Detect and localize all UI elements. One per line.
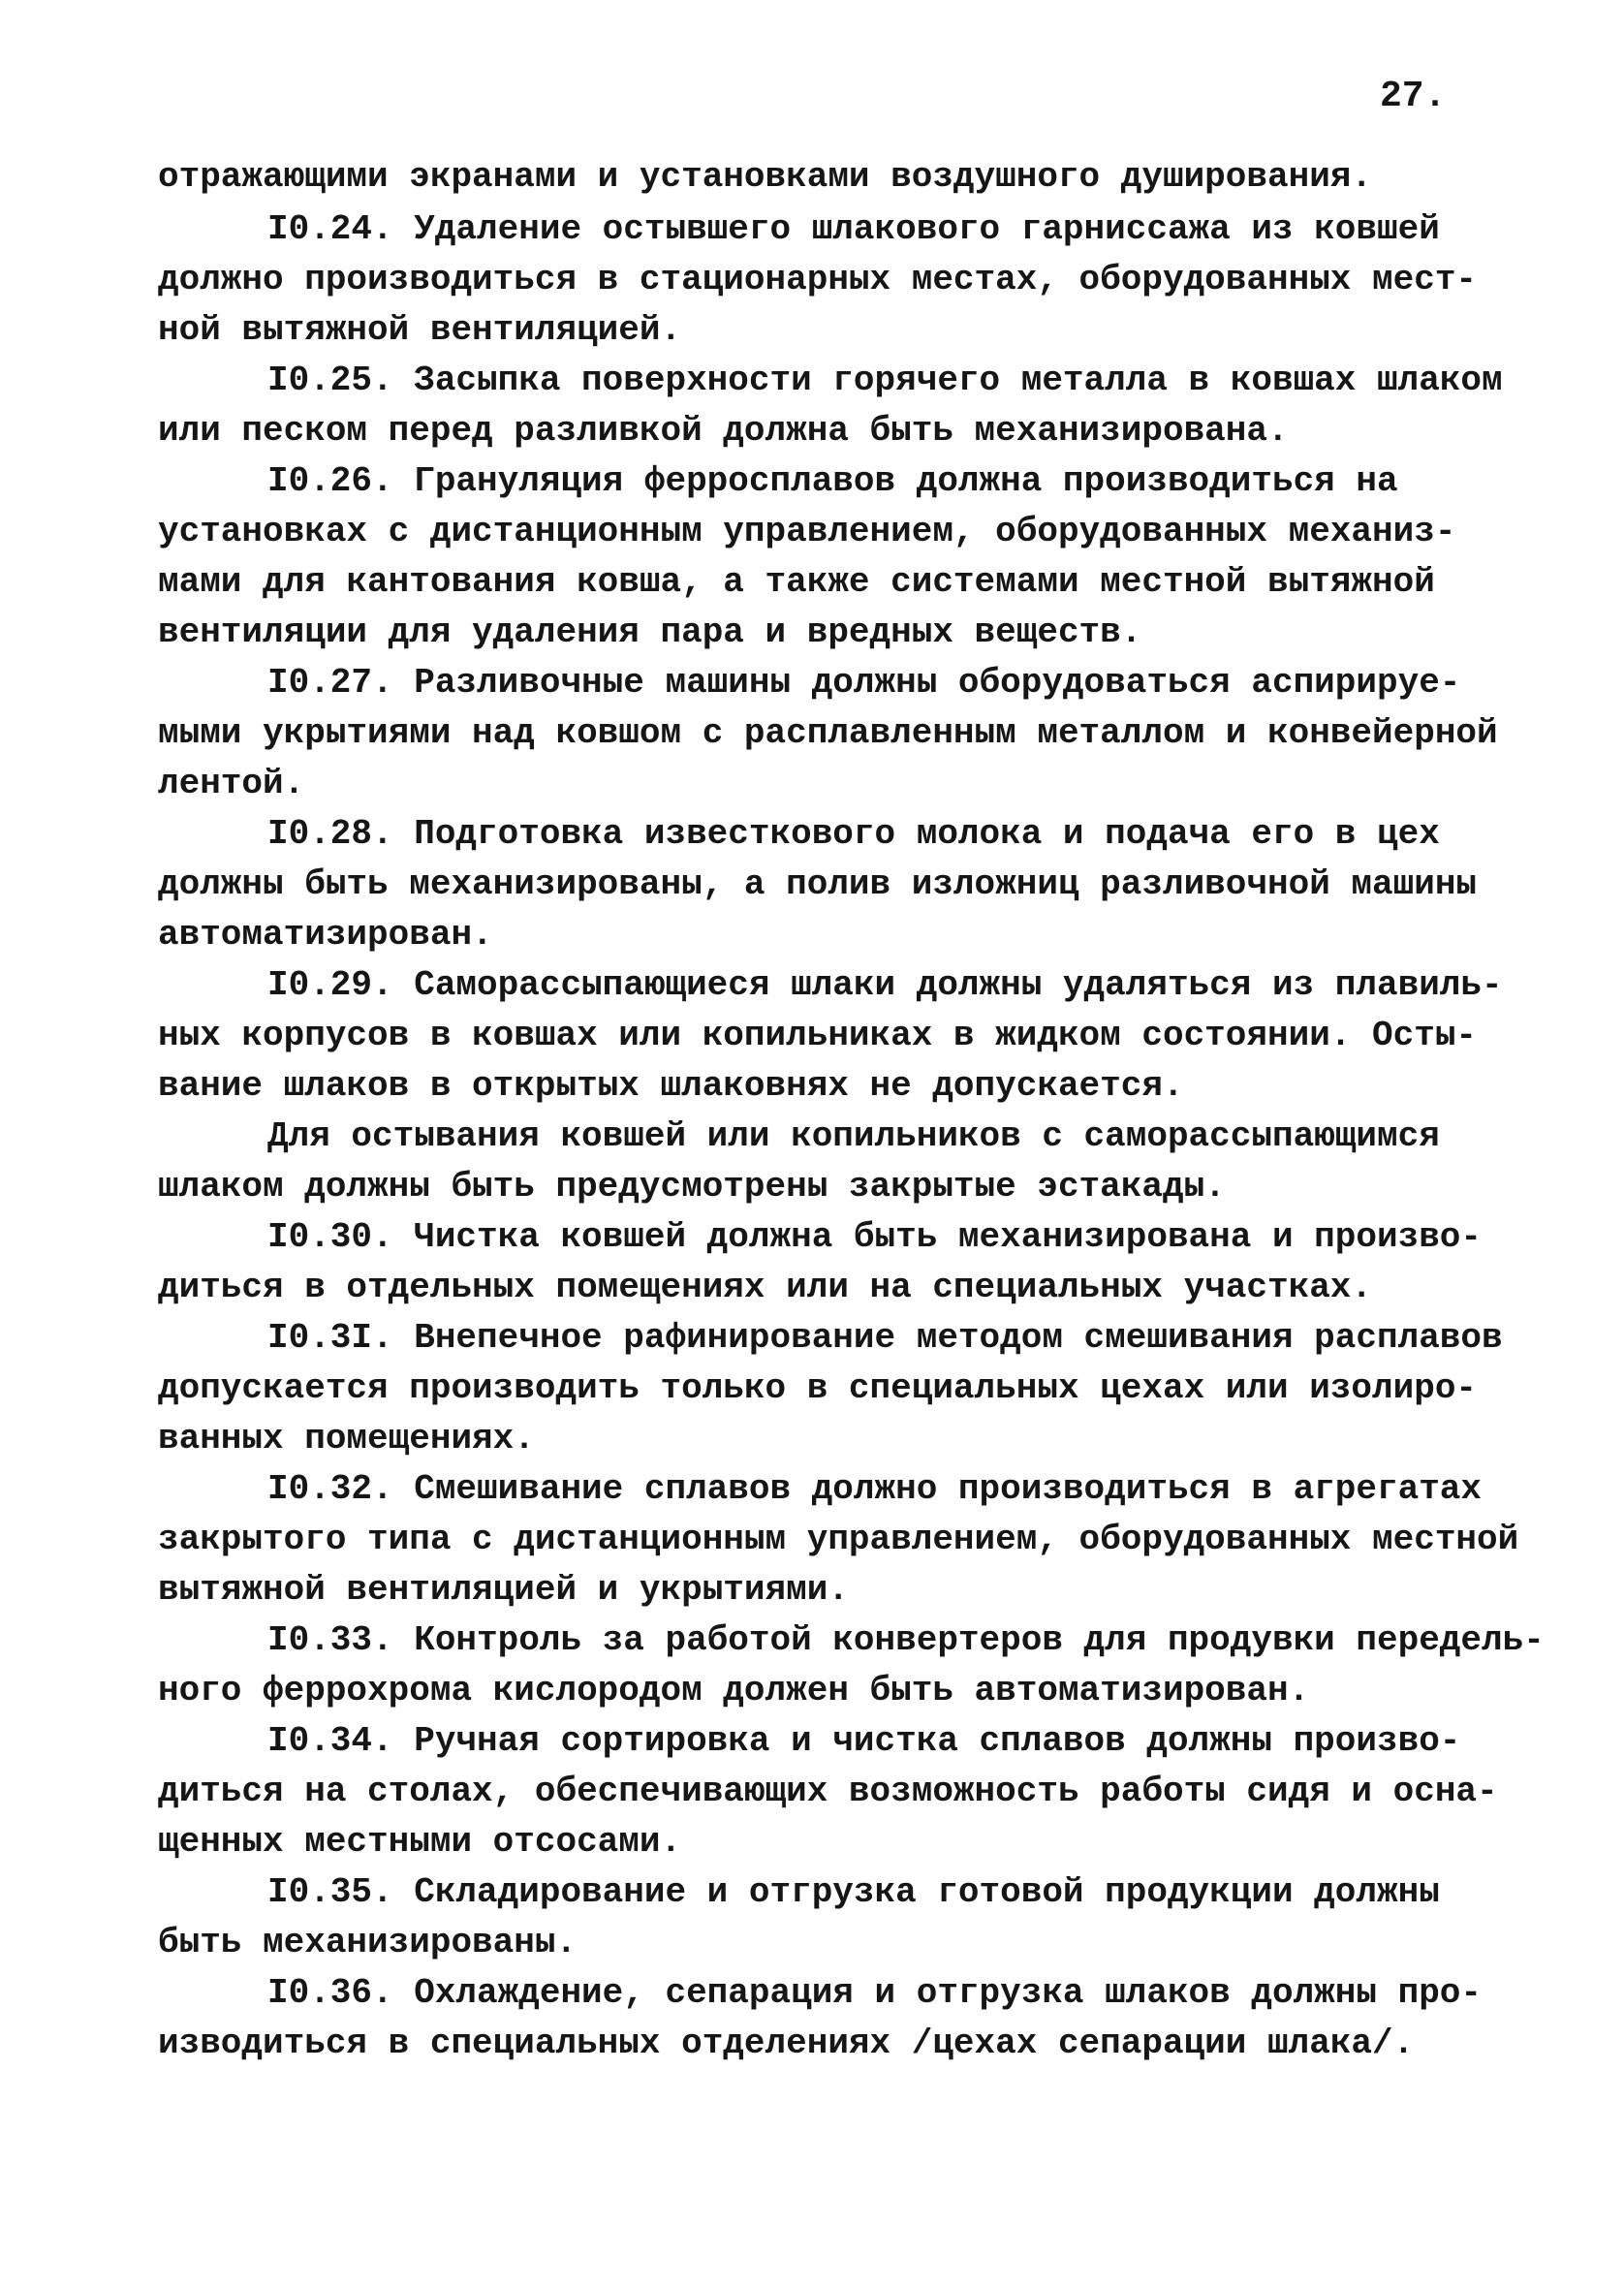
text-line: I0.34. Ручная сортировка и чистка сплавов должны произво- [267,1721,1461,1761]
text-line: диться на столах, обеспечивающих возможность работы сидя и осна- [158,1772,1498,1811]
text-line: быть механизированы. [158,1923,578,1962]
text-line: ванных помещениях. [158,1419,535,1459]
text-line: шлаком должны быть предусмотрены закрытые эстакады. [158,1167,1226,1207]
text-line: или песком перед разливкой должна быть механизирована. [158,411,1289,451]
text-line: I0.25. Засыпка поверхности горячего металла в ковшах шлаком [267,361,1503,400]
text-line: диться в отдельных помещениях или на специальных участках. [158,1268,1373,1307]
text-line: закрытого типа с дистанционным управлением, оборудованных местной [158,1520,1519,1559]
text-line: отражающими экранами и установками воздушного душирования. [158,157,1373,197]
text-line: I0.26. Грануляция ферросплавов должна производиться на [267,461,1398,501]
text-line: лентой. [158,764,305,803]
text-line: должно производиться в стационарных местах, оборудованных мест- [158,260,1478,299]
text-line: I0.27. Разливочные машины должны оборудоваться аспирируе- [267,663,1461,703]
text-line: вентиляции для удаления пара и вредных веществ. [158,612,1142,652]
text-line: должны быть механизированы, а полив изложниц разливочной машины [158,864,1478,904]
text-line: I0.36. Охлаждение, сепарация и отгрузка шлаков должны про- [267,1973,1483,2013]
text-line: щенных местными отсосами. [158,1822,682,1862]
text-line: I0.3I. Внепечное рафинирование методом смешивания расплавов [267,1318,1503,1358]
text-line: I0.35. Складирование и отгрузка готовой продукции должны [267,1872,1440,1912]
text-line: I0.28. Подготовка известкового молока и подача его в цех [267,814,1440,854]
text-line: ного феррохрома кислородом должен быть автоматизирован. [158,1671,1310,1710]
text-line: ных корпусов в ковшах или копильниках в жидком состоянии. Осты- [158,1016,1478,1055]
page-number: 27. [1380,76,1447,117]
text-line: вание шлаков в открытых шлаковнях не допускается. [158,1066,1184,1106]
text-line: I0.30. Чистка ковшей должна быть механизирована и произво- [267,1217,1483,1257]
text-line: установках с дистанционным управлением, оборудованных механиз- [158,512,1456,551]
text-line: I0.33. Контроль за работой конвертеров для продувки передель- [267,1620,1545,1660]
text-line: Для остывания ковшей или копильников с саморассыпающимся [267,1116,1440,1156]
text-line: мыми укрытиями над ковшом с расплавленным металлом и конвейерной [158,713,1498,753]
text-line: автоматизирован. [158,915,493,955]
text-line: мами для кантования ковша, а также системами местной вытяжной [158,562,1435,602]
text-line: ной вытяжной вентиляцией. [158,310,682,350]
text-line: изводиться в специальных отделениях /цехах сепарации шлака/. [158,2023,1415,2063]
text-line: I0.29. Саморассыпающиеся шлаки должны удаляться из плавиль- [267,965,1503,1005]
text-line: I0.24. Удаление остывшего шлакового гарниссажа из ковшей [267,209,1440,249]
text-line: допускается производить только в специальных цехах или изолиро- [158,1368,1478,1408]
text-line: I0.32. Смешивание сплавов должно производиться в агрегатах [267,1469,1483,1509]
text-line: вытяжной вентиляцией и укрытиями. [158,1570,849,1610]
